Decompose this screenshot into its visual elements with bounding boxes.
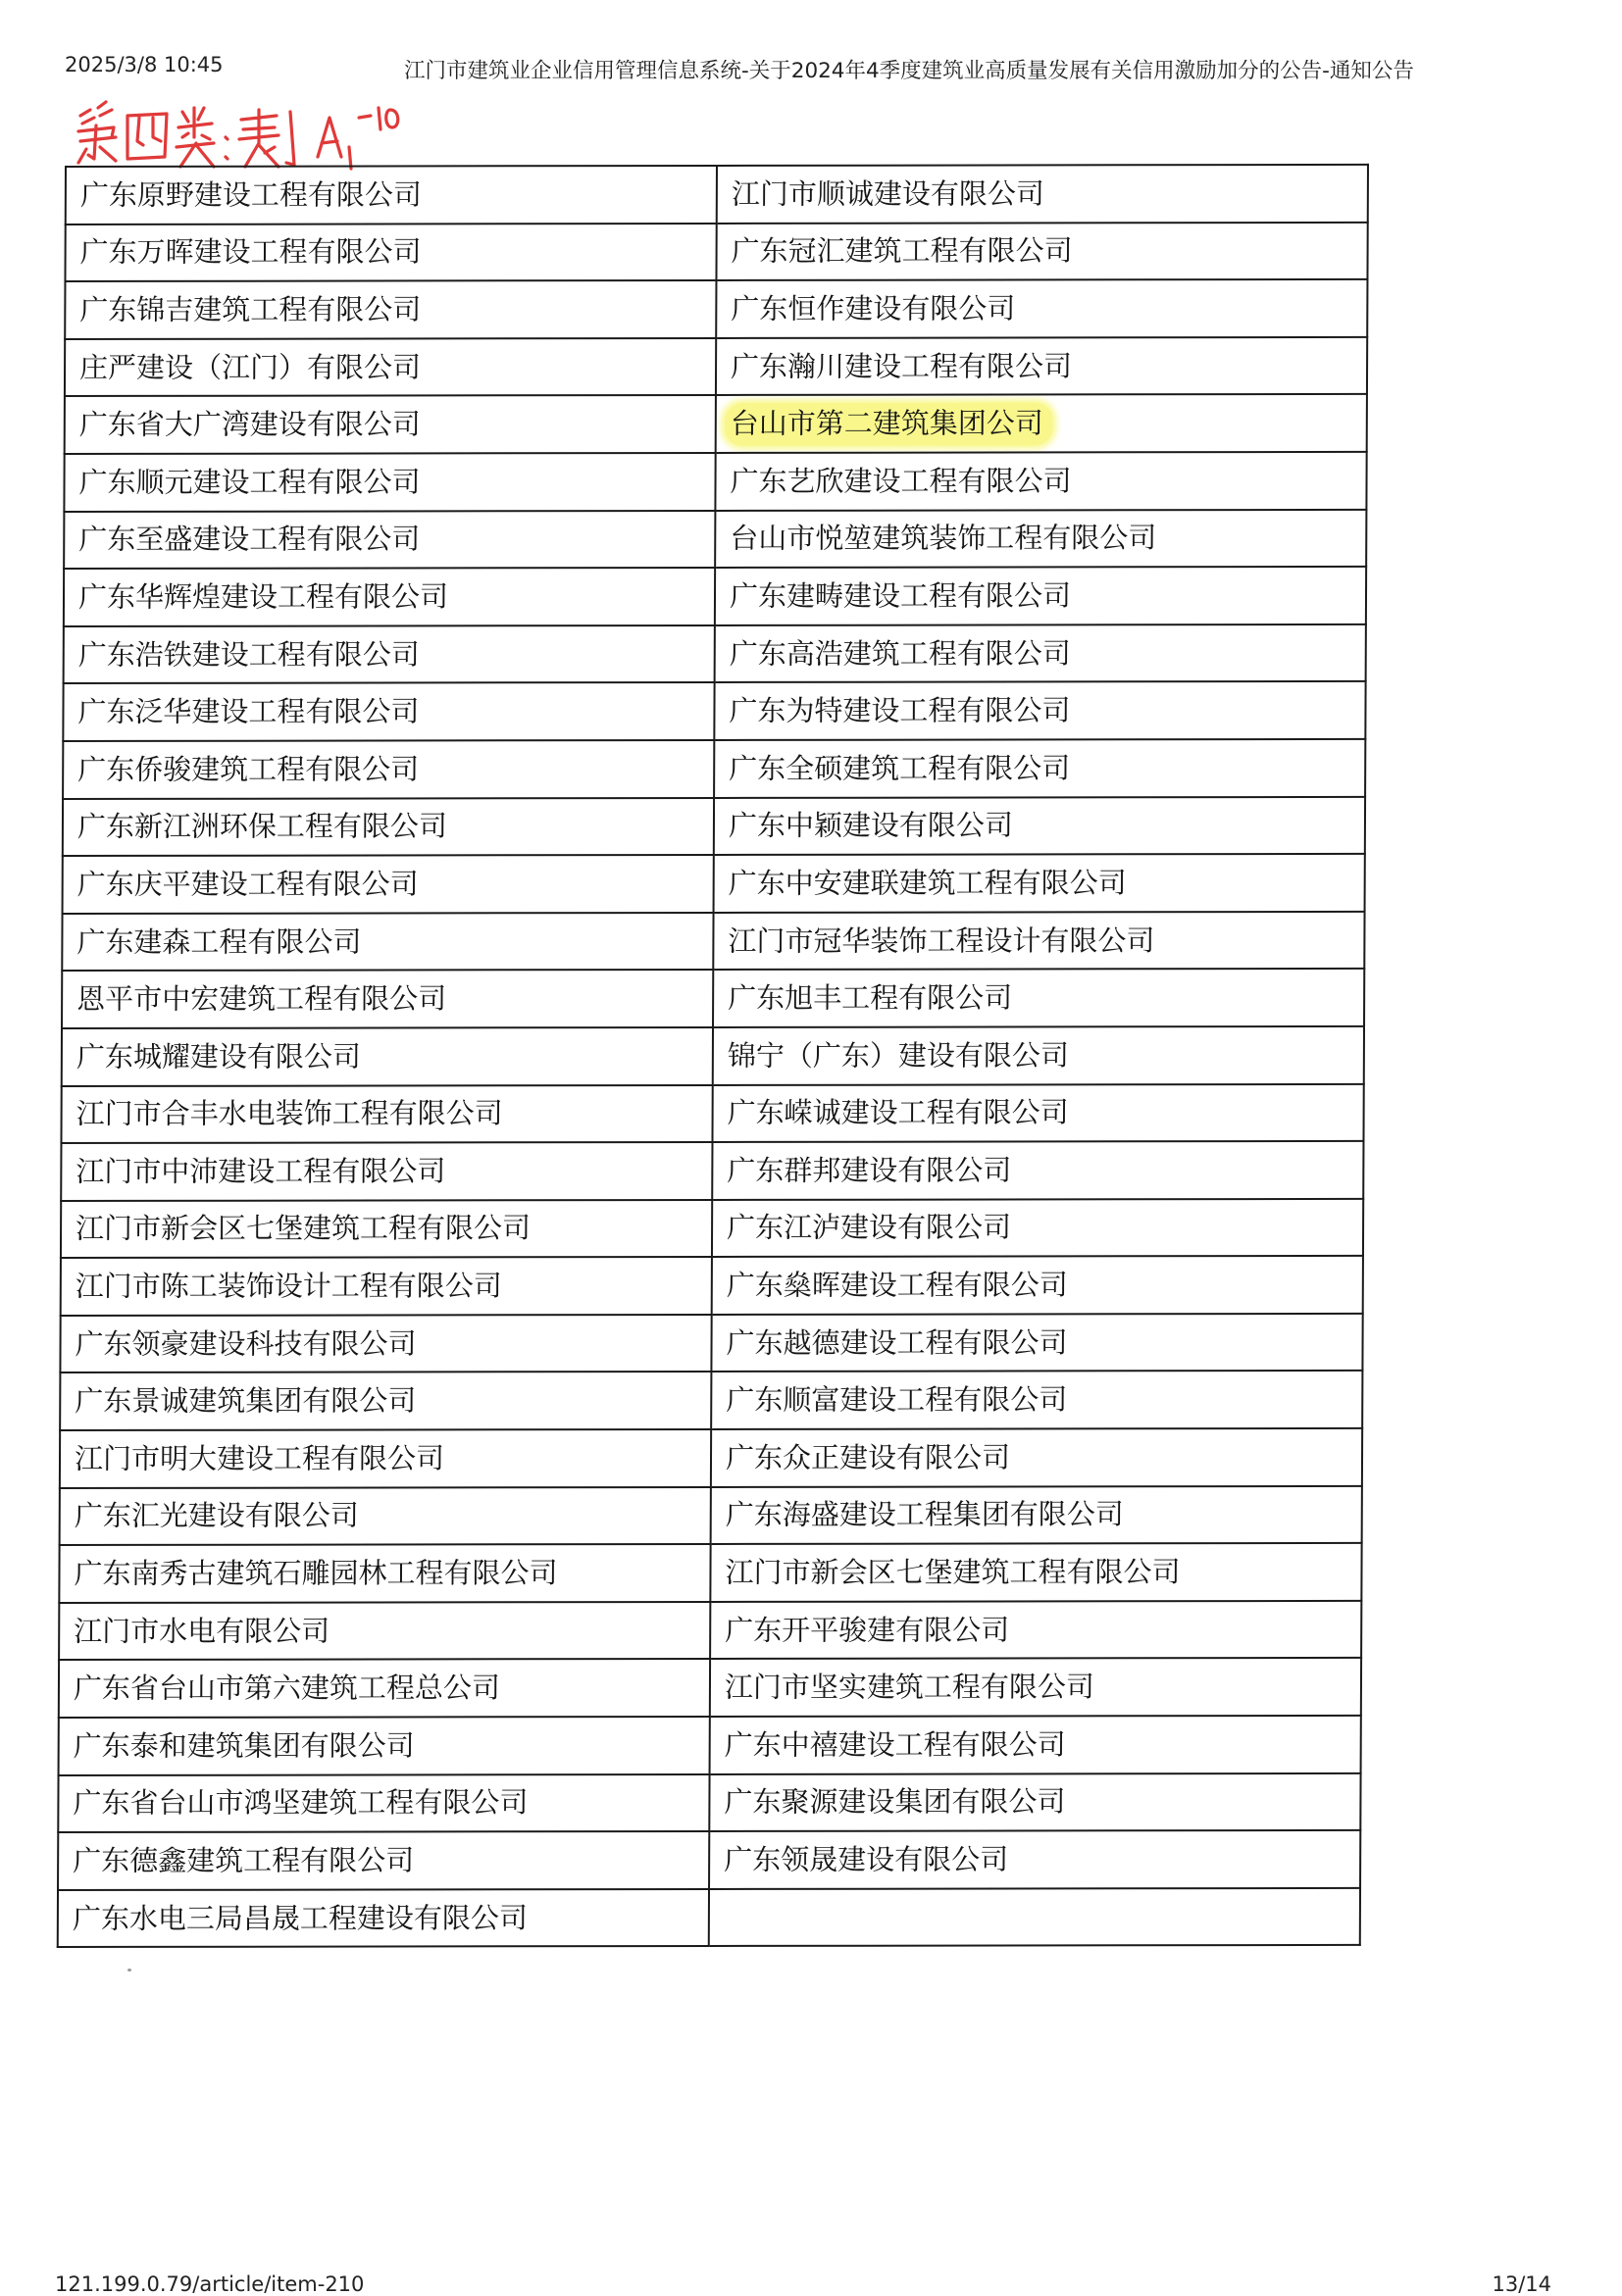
company-name: 江门市冠华装饰工程设计有限公司	[728, 923, 1155, 958]
company-name-cell-left	[65, 224, 716, 282]
company-name-cell-right	[709, 1830, 1360, 1889]
company-name-cell-right	[710, 1601, 1361, 1660]
company-name-cell-right	[713, 969, 1364, 1027]
table-row	[60, 1428, 1362, 1488]
company-name: 广东南秀古建筑石雕园林工程有限公司	[74, 1556, 558, 1591]
highlighted-company-name: 台山市第二建筑集团公司	[725, 403, 1053, 447]
company-name-cell-right	[713, 1026, 1364, 1085]
company-name: 广东冠汇建筑工程有限公司	[731, 233, 1073, 269]
table-row	[65, 223, 1367, 282]
table-row	[59, 1543, 1361, 1603]
stray-scan-mark	[127, 1969, 131, 1972]
table-row	[63, 854, 1365, 914]
print-footer-page-number: 13/14	[1492, 2272, 1551, 2296]
company-name: 江门市水电有限公司	[74, 1614, 330, 1648]
company-name: 广东至盛建设工程有限公司	[78, 522, 421, 557]
company-name-cell-right	[716, 223, 1367, 281]
company-name-cell-right	[711, 1486, 1362, 1545]
company-name-cell-left	[62, 913, 713, 972]
company-name: 广东燊晖建设工程有限公司	[726, 1268, 1068, 1303]
company-name-cell-left	[62, 970, 713, 1028]
company-name-cell-left	[59, 1659, 710, 1718]
company-name: 广东庆平建设工程有限公司	[76, 867, 419, 901]
company-name: 锦宁（广东）建设有限公司	[727, 1038, 1069, 1073]
company-name-cell-left	[59, 1544, 710, 1603]
company-name: 台山市悦堃建筑装饰工程有限公司	[730, 521, 1157, 556]
company-name-cell-left	[65, 395, 716, 454]
company-name-cell-right	[714, 854, 1365, 913]
company-name: 广东恒作建设有限公司	[731, 291, 1016, 325]
company-name-cell-left	[60, 1429, 711, 1488]
table-row	[60, 1486, 1362, 1546]
company-name: 江门市明大建设工程有限公司	[74, 1441, 445, 1475]
company-name: 广东艺欣建设工程有限公司	[730, 464, 1072, 498]
company-name: 广东领晟建设有限公司	[724, 1842, 1009, 1876]
company-name: 江门市合丰水电装饰工程有限公司	[76, 1096, 503, 1131]
company-name: 广东高浩建筑工程有限公司	[729, 635, 1071, 671]
company-name-cell-left	[60, 1487, 711, 1546]
company-name-cell-right	[710, 1543, 1361, 1602]
company-name-cell-right	[712, 1199, 1363, 1258]
company-name: 广东新江洲环保工程有限公司	[76, 809, 448, 844]
company-name: 广东汇光建设有限公司	[74, 1498, 359, 1533]
company-name-cell-left	[64, 625, 715, 684]
table-row	[66, 165, 1368, 225]
company-name-cell-left	[61, 1200, 712, 1259]
company-name: 广东众正建设有限公司	[725, 1440, 1011, 1474]
company-name: 广东省大广湾建设有限公司	[78, 407, 421, 442]
company-name: 广东嵘诚建设工程有限公司	[727, 1095, 1069, 1130]
company-name-cell-left	[61, 1084, 712, 1143]
company-name-cell-right	[714, 681, 1365, 740]
company-name-cell-left	[58, 1774, 709, 1833]
company-name: 广东越德建设工程有限公司	[726, 1325, 1068, 1360]
print-header-date: 2025/3/8 10:45	[65, 53, 224, 76]
table-row	[65, 337, 1367, 397]
table-row	[61, 1141, 1363, 1201]
company-name-cell-right	[712, 1141, 1363, 1200]
company-name-cell-left	[62, 1027, 713, 1086]
company-name: 广东为特建设工程有限公司	[729, 693, 1071, 728]
company-name: 广东海盛建设工程集团有限公司	[725, 1497, 1124, 1532]
company-name-cell-left	[66, 166, 717, 225]
company-name-cell-left	[59, 1717, 710, 1775]
company-list-table	[57, 164, 1369, 1948]
company-name-cell-right	[711, 1314, 1362, 1373]
company-name-cell-right	[712, 1083, 1363, 1142]
company-name: 广东省台山市鸿坚建筑工程有限公司	[73, 1785, 529, 1821]
company-name: 江门市顺诚建设有限公司	[731, 176, 1044, 211]
company-name-cell-left	[64, 568, 715, 626]
company-name: 广东中安建联建筑工程有限公司	[728, 866, 1127, 900]
table-row	[64, 452, 1366, 512]
company-name-cell-left	[59, 1602, 710, 1661]
company-name: 广东开平骏建有限公司	[725, 1613, 1010, 1647]
company-name: 广东聚源建设集团有限公司	[724, 1784, 1066, 1820]
handwritten-note	[73, 98, 406, 175]
company-name-cell-left	[61, 1142, 712, 1201]
table-row	[63, 739, 1365, 799]
table-row	[59, 1658, 1361, 1718]
company-name: 广东城耀建设有限公司	[76, 1039, 361, 1073]
table-row	[58, 1888, 1360, 1948]
company-name-cell-right	[711, 1428, 1362, 1487]
company-name-cell-left	[63, 855, 714, 914]
company-name-cell-right	[712, 1256, 1363, 1315]
table-row	[65, 394, 1367, 454]
company-name: 广东群邦建设有限公司	[727, 1153, 1012, 1187]
company-name-cell-left	[63, 682, 714, 741]
company-name: 广东泛华建设工程有限公司	[77, 694, 420, 729]
company-name-cell-right	[711, 1371, 1362, 1429]
company-name: 江门市中沛建设工程有限公司	[76, 1154, 446, 1188]
table-row	[65, 279, 1367, 339]
company-name: 广东景诚建筑集团有限公司	[75, 1383, 417, 1419]
company-name-cell-right	[710, 1716, 1361, 1774]
company-name-cell-left	[63, 740, 714, 799]
company-name: 广东浩铁建设工程有限公司	[77, 636, 420, 672]
company-name: 庄严建设（江门）有限公司	[78, 350, 422, 384]
company-name-cell-right	[710, 1658, 1361, 1717]
table-row	[58, 1830, 1360, 1890]
company-name-cell-left	[61, 1257, 712, 1316]
company-name: 江门市新会区七堡建筑工程有限公司	[725, 1555, 1181, 1589]
company-name: 广东建森工程有限公司	[76, 924, 362, 959]
company-name: 广东水电三局昌晟工程建设有限公司	[72, 1900, 528, 1935]
company-name: 广东中颖建设有限公司	[728, 808, 1014, 843]
company-name-cell-right	[715, 452, 1366, 511]
company-name: 广东华辉煌建设工程有限公司	[77, 579, 449, 614]
table-row	[60, 1371, 1362, 1430]
company-name: 广东建畴建设工程有限公司	[729, 578, 1072, 613]
company-name: 广东领豪建设科技有限公司	[75, 1326, 417, 1361]
table-row	[59, 1716, 1361, 1775]
company-name: 江门市新会区七堡建筑工程有限公司	[76, 1211, 532, 1246]
company-name-cell-right	[714, 796, 1365, 855]
company-name: 广东顺富建设工程有限公司	[726, 1382, 1068, 1418]
table-row	[64, 567, 1366, 626]
company-name-cell-left	[60, 1372, 711, 1430]
company-name-cell-right	[715, 567, 1366, 625]
company-name-cell-right	[716, 337, 1367, 396]
table-row	[58, 1773, 1360, 1833]
company-name-cell-left	[64, 453, 715, 512]
print-footer-url: 121.199.0.79/article/item-210	[55, 2272, 365, 2296]
company-name: 广东中禧建设工程有限公司	[724, 1727, 1066, 1762]
company-name: 广东江泸建设有限公司	[727, 1210, 1012, 1245]
table-row	[63, 681, 1365, 741]
company-name-cell-right	[709, 1773, 1360, 1832]
table-row	[59, 1601, 1361, 1661]
company-name: 广东瀚川建设工程有限公司	[730, 348, 1073, 383]
company-name-cell-left	[64, 511, 715, 570]
print-header-title: 江门市建筑业企业信用管理信息系统-关于2024年4季度建筑业高质量发展有关信用激励加分的公告-通知公告	[404, 59, 1414, 83]
table-row	[61, 1199, 1363, 1259]
company-name-cell-left	[65, 338, 716, 397]
table-row	[62, 1026, 1364, 1086]
company-name-cell-right	[709, 1888, 1360, 1947]
company-list-table-wrap	[57, 164, 1336, 1948]
table-row	[60, 1314, 1362, 1373]
company-name: 广东顺元建设工程有限公司	[78, 465, 421, 499]
company-name-cell-left	[60, 1315, 711, 1373]
company-name: 广东万晖建设工程有限公司	[79, 234, 422, 270]
company-name: 江门市坚实建筑工程有限公司	[724, 1670, 1095, 1705]
company-name-cell-right	[715, 509, 1366, 568]
company-name-cell-right	[715, 624, 1366, 683]
company-name-cell-right	[714, 739, 1365, 798]
company-name-cell-left	[58, 1831, 709, 1890]
company-name-cell-right	[716, 394, 1367, 453]
company-name: 广东德鑫建筑工程有限公司	[73, 1843, 415, 1877]
company-name-cell-right	[716, 279, 1367, 338]
table-row	[64, 624, 1366, 684]
company-name: 广东旭丰工程有限公司	[728, 980, 1013, 1016]
company-name: 广东泰和建筑集团有限公司	[73, 1728, 415, 1763]
company-name-cell-right	[717, 165, 1368, 224]
company-name: 广东全硕建筑工程有限公司	[729, 751, 1071, 785]
company-name: 广东锦吉建筑工程有限公司	[79, 292, 422, 326]
company-name: 广东侨骏建筑工程有限公司	[77, 752, 420, 786]
company-name-cell-left	[58, 1889, 709, 1948]
company-name-cell-left	[63, 797, 714, 856]
company-name-cell-right	[713, 912, 1364, 971]
table-row	[63, 796, 1365, 856]
table-row	[61, 1256, 1363, 1316]
company-name: 恩平市中宏建筑工程有限公司	[76, 981, 447, 1017]
company-name: 广东省台山市第六建筑工程总公司	[73, 1671, 501, 1706]
table-row	[62, 912, 1364, 972]
company-name: 江门市陈工装饰设计工程有限公司	[75, 1269, 502, 1304]
table-row	[61, 1083, 1363, 1143]
table-row	[62, 969, 1364, 1028]
table-row	[64, 509, 1366, 569]
company-name: 广东原野建设工程有限公司	[79, 177, 422, 212]
company-name-cell-left	[65, 280, 716, 339]
